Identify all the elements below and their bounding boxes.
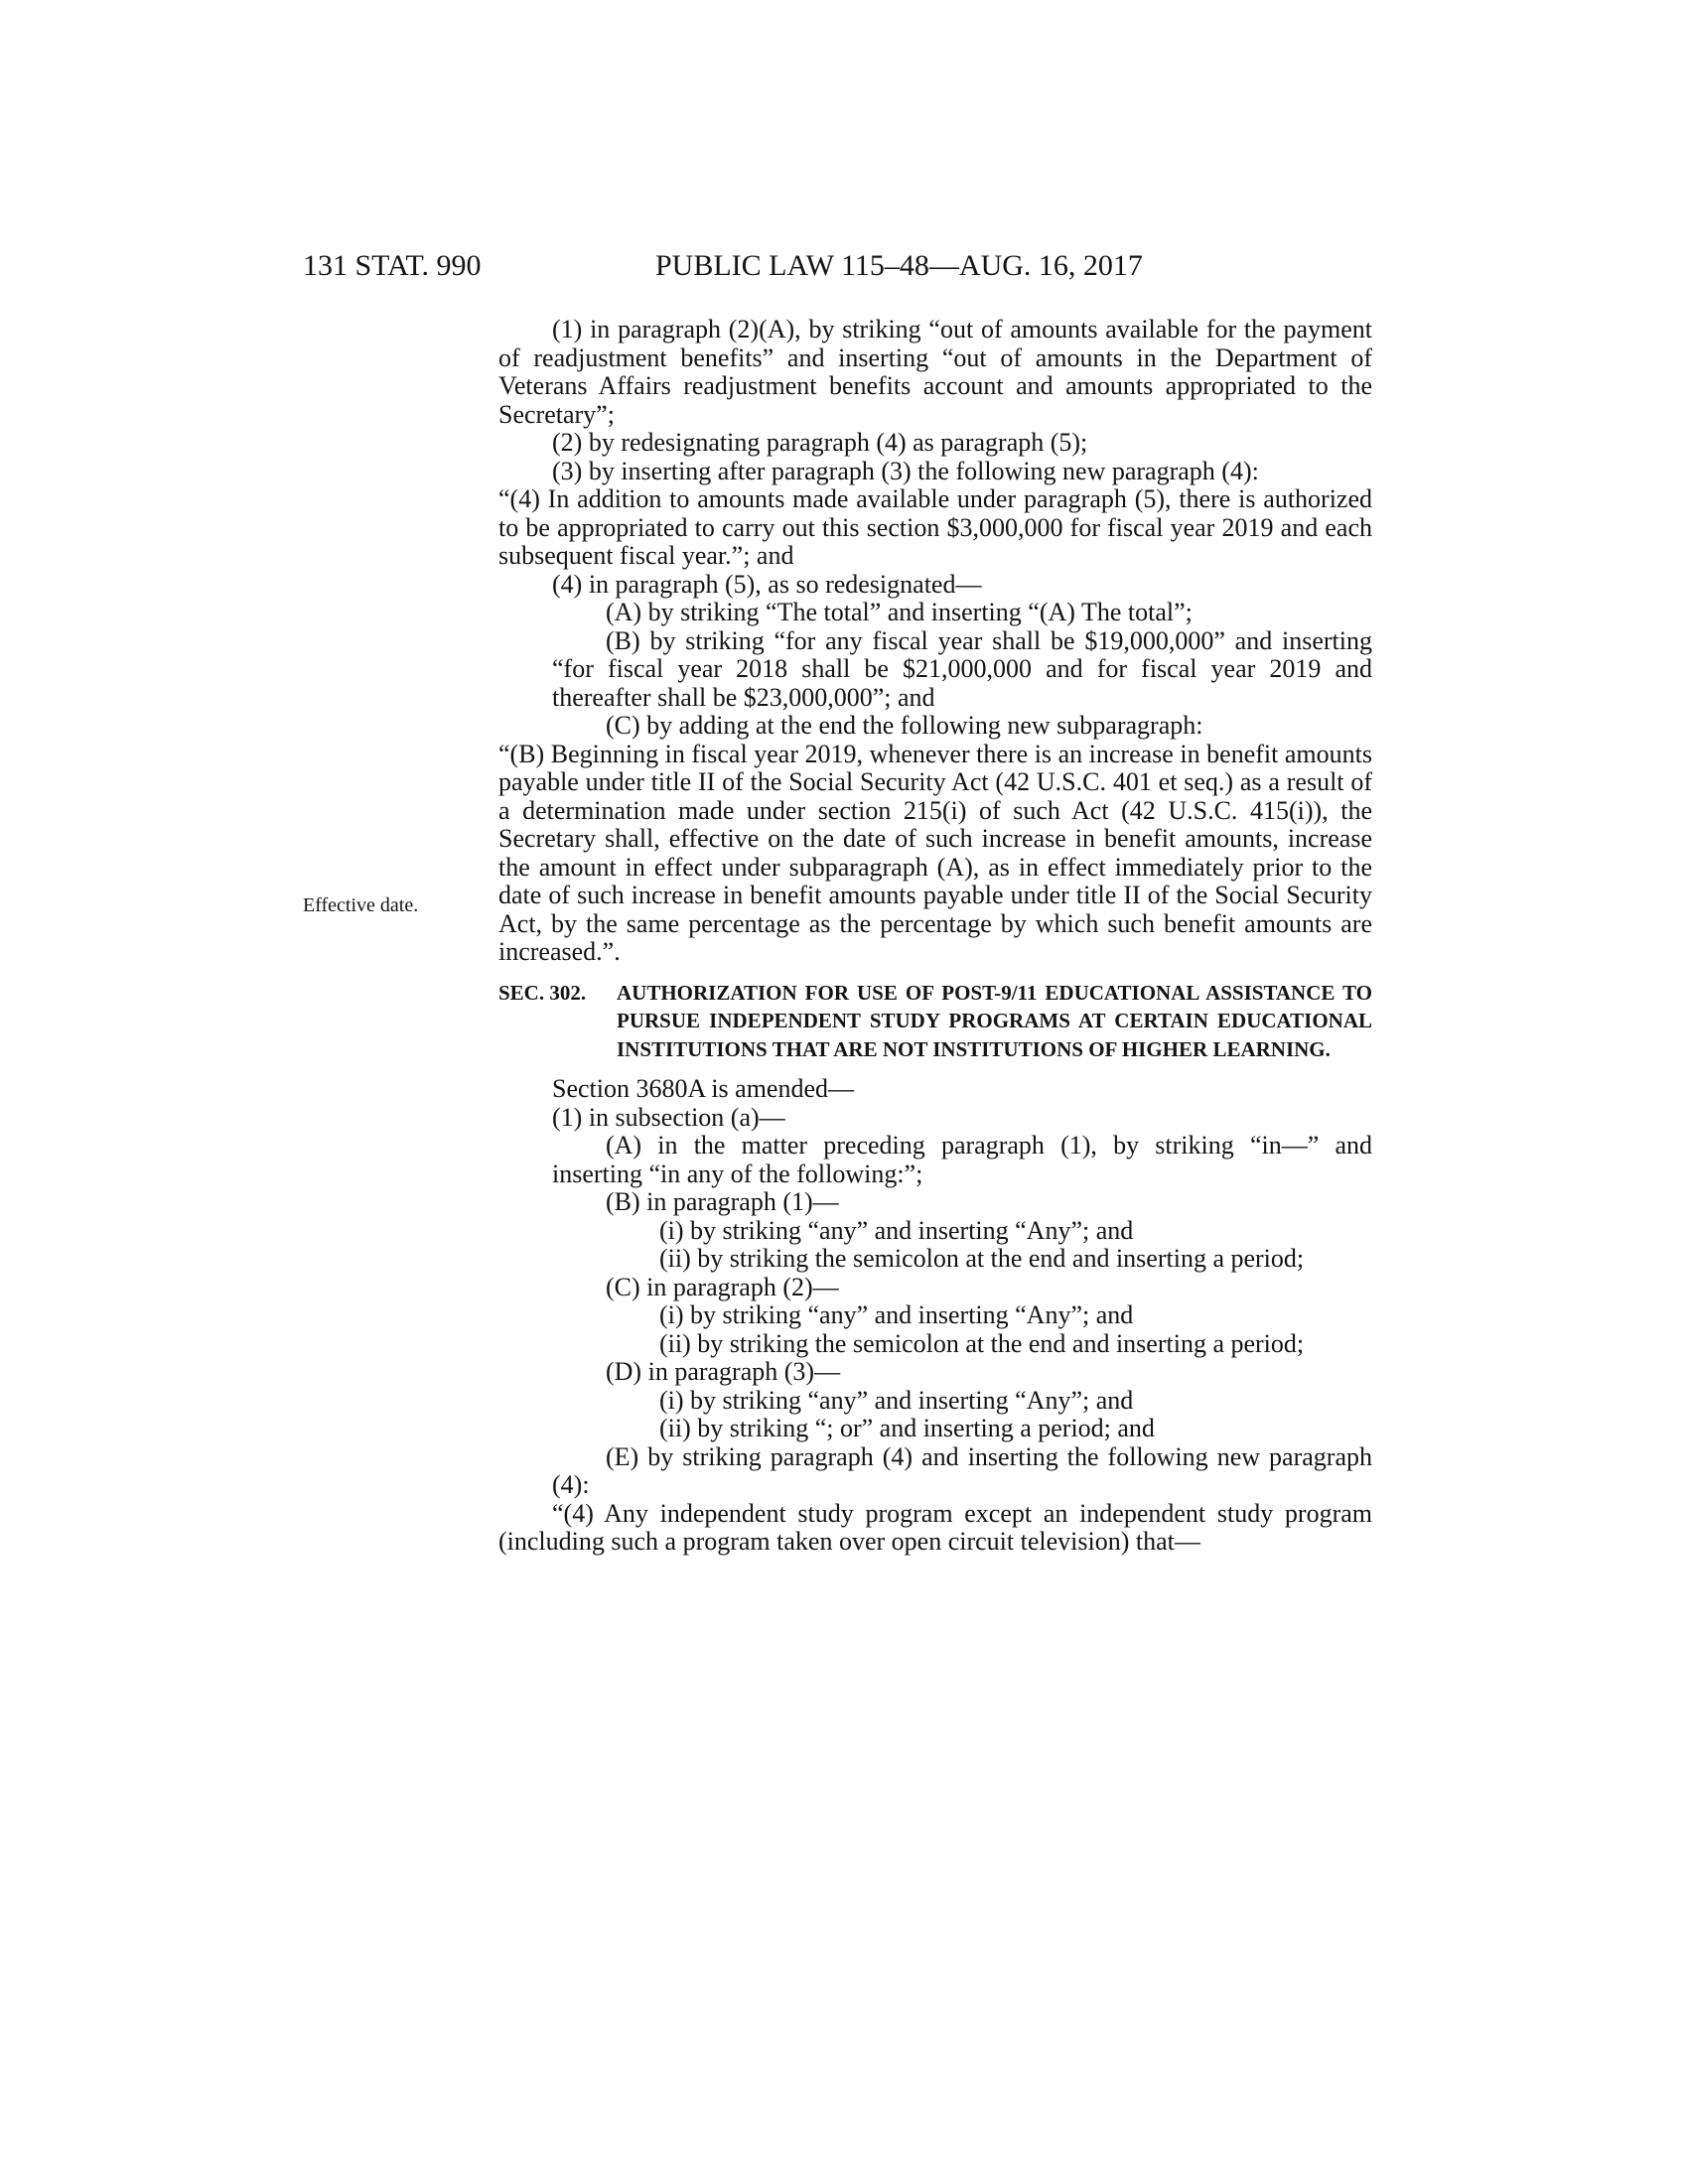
paragraph: (2) by redesignating paragraph (4) as paragraph (5); <box>552 428 1088 457</box>
paragraph: (i) by striking “any” and inserting “Any”; and <box>659 1385 1134 1415</box>
paragraph: Section 3680A is amended— <box>552 1074 855 1103</box>
section-heading <box>498 979 1372 1064</box>
amendment-paragraphs <box>498 316 1372 967</box>
paragraph: (D) in paragraph (3)— <box>606 1357 841 1386</box>
paragraph: (B) by striking “for any fiscal year shall be $19,000,000” and inserting “for fiscal year 2018 shall be $21,000,000 and for fiscal year 2019 and thereafter shall be $23,000,000”; and <box>552 625 1372 712</box>
statute-citation: 131 STAT. 990 <box>303 249 482 282</box>
paragraph: (ii) by striking “; or” and inserting a period; and <box>659 1414 1155 1442</box>
paragraph: (1) in paragraph (2)(A), by striking “out of amounts available for the payment of readjustment benefits” and inserting “out of amounts in the Department of Veterans Affairs readjustment benefits account and amounts appropriated to the Secretary”; <box>498 315 1372 429</box>
paragraph: (A) by striking “The total” and inserting “(A) The total”; <box>606 598 1193 626</box>
paragraph: (4) in paragraph (5), as so redesignated— <box>552 569 982 599</box>
paragraph: (1) in subsection (a)— <box>552 1102 785 1132</box>
page-header <box>0 246 1688 286</box>
paragraph: “(4) In addition to amounts made available under paragraph (5), there is authorized to be appropriated to carry out this section $3,000,000 for fiscal year 2019 and each subsequent fiscal year.”; and <box>498 484 1372 570</box>
section-number: SEC. 302. <box>498 980 587 1005</box>
paragraph: (3) by inserting after paragraph (3) the following new paragraph (4): <box>552 456 1259 485</box>
section-paragraphs <box>498 1075 1372 1557</box>
body-text <box>498 316 1372 1557</box>
paragraph: (C) in paragraph (2)— <box>606 1272 839 1301</box>
paragraph: “(4) Any independent study program except an independent study program (including such a program taken over open circuit television) that— <box>498 1498 1372 1556</box>
paragraph: (i) by striking “any” and inserting “Any”; and <box>659 1300 1134 1329</box>
paragraph: “(B) Beginning in fiscal year 2019, whenever there is an increase in benefit amounts payable under title II of the Social Security Act (42 U.S.C. 401 et seq.) as a result of a determination made under section 215(i) of such Act (42 U.S.C. 415(i)), the Secretary shall, effective on the date of such increase in benefit amounts, increase the amount in effect under subparagraph (A), as in effect immediately prior to the date of such increase in benefit amounts payable under title II of the Social Security Act, by the same percentage as the percentage by which such benefit amounts are increased.”. <box>498 739 1372 966</box>
paragraph: (ii) by striking the semicolon at the end and inserting a period; <box>659 1244 1305 1273</box>
paragraph: (A) in the matter preceding paragraph (1), by striking “in—” and inserting “in any of the following:”; <box>552 1131 1372 1188</box>
section-title: AUTHORIZATION FOR USE OF POST-9/11 EDUCATIONAL ASSISTANCE TO PURSUE INDEPENDENT STUDY PROGRAMS AT CERTAIN EDUCATIONAL INSTITUTIONS THAT ARE NOT INSTITUTIONS OF HIGHER LEARNING. <box>617 980 1372 1061</box>
paragraph: (ii) by striking the semicolon at the end and inserting a period; <box>659 1328 1305 1358</box>
paragraph: (i) by striking “any” and inserting “Any”; and <box>659 1215 1134 1245</box>
paragraph: (C) by adding at the end the following new subparagraph: <box>606 711 1203 740</box>
public-law-citation: PUBLIC LAW 115–48—AUG. 16, 2017 <box>655 249 1143 282</box>
paragraph: (E) by striking paragraph (4) and inserting the following new paragraph (4): <box>552 1441 1372 1499</box>
paragraph: (B) in paragraph (1)— <box>606 1187 839 1216</box>
margin-note: Effective date. <box>303 894 419 916</box>
